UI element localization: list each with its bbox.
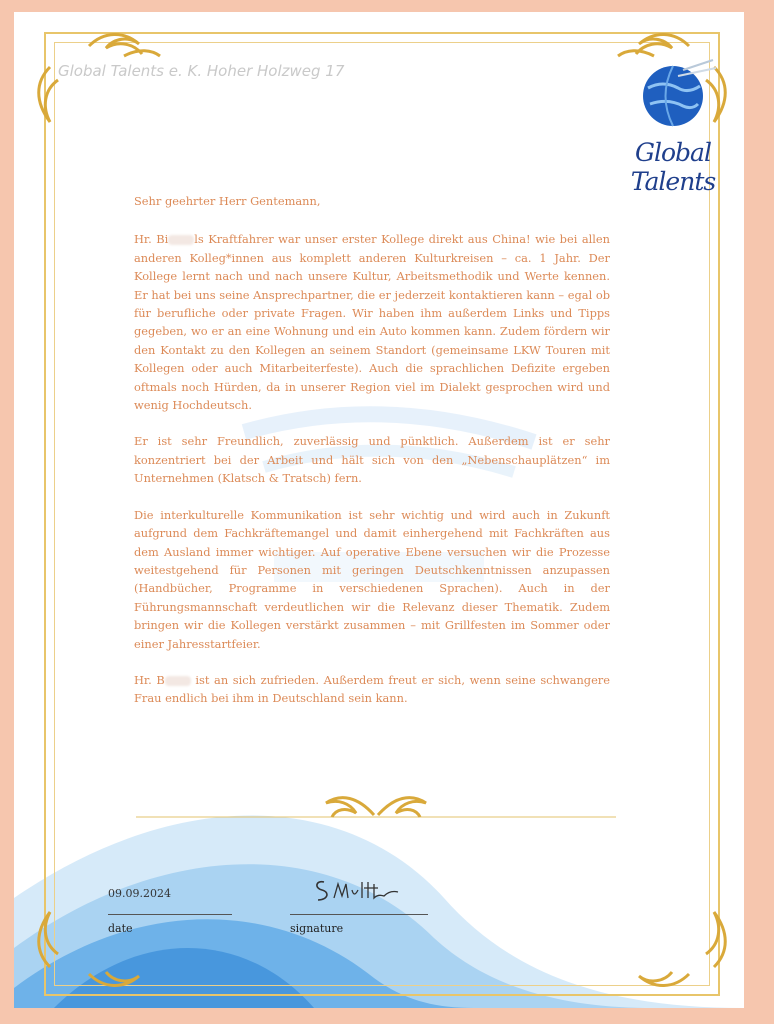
redacted-name xyxy=(165,676,191,686)
salutation: Sehr geehrter Herr Gentemann, xyxy=(134,194,321,208)
organization-address: Global Talents e. K. Hoher Holzweg 17 xyxy=(58,62,345,80)
ornamental-divider-icon xyxy=(136,787,616,827)
certificate-page xyxy=(14,12,744,1008)
ornament-bottom-right-icon xyxy=(614,954,694,994)
redacted-name xyxy=(168,235,194,245)
paragraph-2: Er ist sehr Freundlich, zuverlässig und pünktlich. Außerdem ist er sehr konzentriert bei der Arbeit und hält sich von den „Nebenschauplätzen“ im Unternehmen (Klatsch & Tratsch) fern. xyxy=(134,434,610,486)
paragraph-1: Hr. Bi ls Kraftfahrer war unser erster Kollege direkt aus China! wie bei allen anderen Kolleg*innen aus komplett anderen Kulturkreisen – ca. 1 Jahr. Der Kollege lernt nach und nach unsere Kultur, Arbeitsmethodik und Werte kennen. Er hat bei uns seine Ansprechpartner, die er jederzeit kontaktieren kann – egal ob für berufliche oder private Fragen. Wir haben ihm außerdem Links und Tipps gegeben, wo er an eine Wohnung und ein Auto kommen kann. Zudem fördern wir den Kontakt zu den Kollegen an seinem Standort (gemeinsame LKW Touren mit Kollegen oder auch Mitarbeiterfeste). Auch die sprachlichen Defizite ergeben oftmals noch Hürden, da in unserer Region viel im Dialekt gesprochen wird und wenig Hochdeutsch. xyxy=(134,232,610,413)
ornament-right-lower-icon xyxy=(694,902,734,972)
paragraph-3: Die interkulturelle Kommunikation ist sehr wichtig und wird auch in Zukunft aufgrund dem Fachkräftemangel und damit einhergehend mit Fachkräften aus dem Ausland immer wichtiger. Auf operative Ebene versuchen wir die Prozesse weitestgehend für Personen mit geringen Deutschkenntnissen anzupassen (Handbücher, Programme in verschiedenen Sprachen). Auch in der Führungsmannschaft verdeutlichen wir die Relevanz dieser Thematik. Zudem bringen wir die Kollegen verstärkt zusammen – mit Grillfesten im Sommer oder einer Jahresstartfeier. xyxy=(134,507,610,651)
logo-text: Global Talents xyxy=(630,138,716,196)
signature-label: signature xyxy=(290,922,344,935)
date-label: date xyxy=(108,922,133,935)
signature-line xyxy=(290,914,428,915)
ornament-bottom-left-icon xyxy=(84,954,164,994)
letter-body xyxy=(134,192,610,726)
ornament-left-lower-icon xyxy=(30,902,70,972)
date-value: 09.09.2024 xyxy=(108,887,171,900)
company-logo xyxy=(598,58,748,196)
date-line xyxy=(108,914,232,915)
globe-icon xyxy=(628,58,718,138)
signature-image xyxy=(312,874,402,908)
ornament-top-left-icon xyxy=(84,26,164,66)
paragraph-4: Hr. B ist an sich zufrieden. Außerdem freut er sich, wenn seine schwangere Frau endlich bei ihm in Deutschland sein kann. xyxy=(134,672,610,706)
